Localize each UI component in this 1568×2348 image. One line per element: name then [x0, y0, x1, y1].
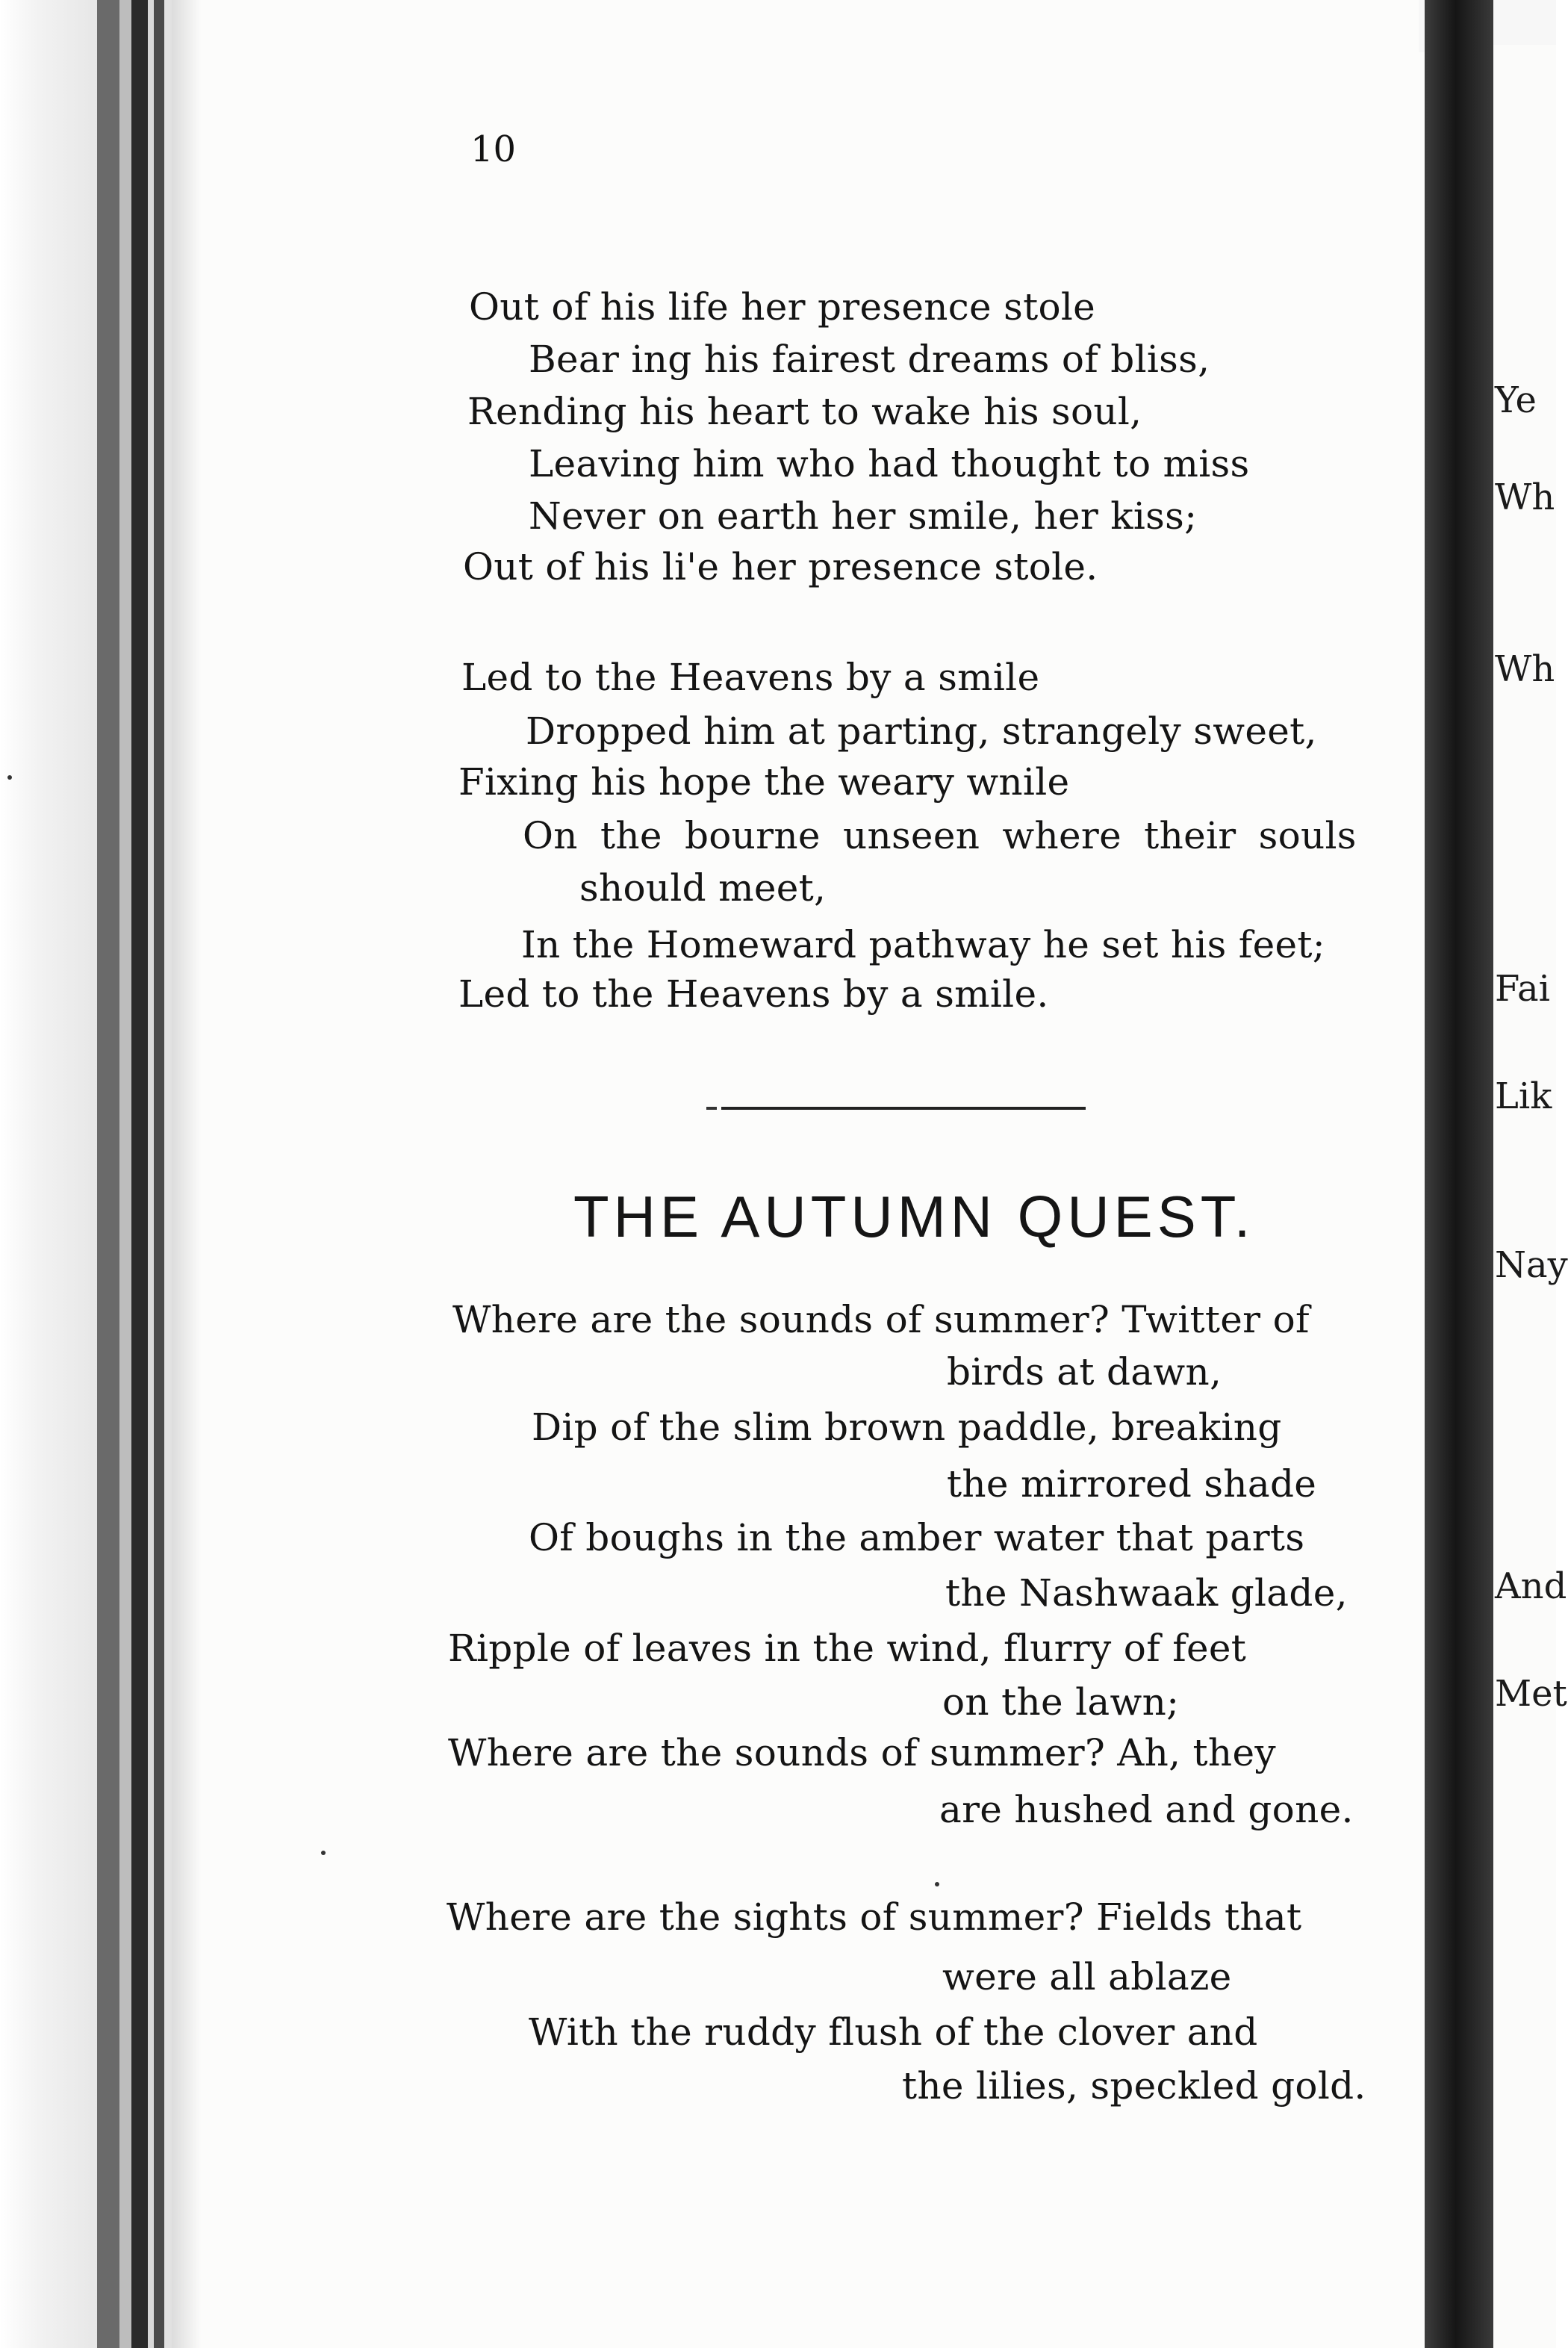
poem-line: were all ablaze [942, 1955, 1232, 1998]
binding-edge-band [119, 0, 131, 2348]
scan-speck [321, 1851, 326, 1855]
poem-line: With the ruddy flush of the clover and [529, 2010, 1258, 2054]
facing-page-fragment: And [1495, 1565, 1567, 1607]
facing-page-fragment: Met [1495, 1673, 1567, 1715]
facing-page-fragment: Lik [1495, 1075, 1552, 1117]
facing-page-fragment: Wh [1495, 648, 1555, 690]
poem-line: are hushed and gone. [939, 1788, 1354, 1831]
poem-line: Leaving him who had thought to miss [529, 442, 1250, 485]
poem-line: the lilies, speckled gold. [902, 2064, 1366, 2108]
poem-line: On the bourne unseen where their souls [523, 814, 1357, 857]
binding-edge-band [154, 0, 164, 2348]
facing-page-fragment: Ye [1495, 379, 1537, 421]
poem-line: Dip of the slim brown paddle, breaking [532, 1406, 1282, 1449]
page-number: 10 [470, 128, 517, 170]
facing-page-fragment: Wh [1495, 476, 1555, 518]
scan-speck [7, 775, 12, 780]
poem-line: Of boughs in the amber water that parts [529, 1516, 1305, 1559]
page-shadow [172, 0, 202, 2348]
poem-line: Led to the Heavens by a smile. [458, 972, 1049, 1016]
divider-stub [706, 1107, 717, 1110]
poem-line: Where are the sounds of summer? Ah, they [448, 1731, 1276, 1774]
poem-line: Dropped him at parting, strangely sweet, [526, 709, 1317, 753]
poem-line: Ripple of leaves in the wind, flurry of feet [448, 1627, 1247, 1670]
poem-line: the mirrored shade [947, 1462, 1317, 1506]
poem-line: Bear ing his fairest dreams of bliss, [529, 338, 1210, 381]
binding-edge-band [97, 0, 119, 2348]
poem-line: Out of his life her presence stole [469, 285, 1096, 329]
binding-edge [0, 0, 97, 2348]
poem-title: THE AUTUMN QUEST. [573, 1184, 1255, 1249]
binding-edge-band [148, 0, 154, 2348]
poem-line: Never on earth her smile, her kiss; [529, 494, 1198, 538]
poem-line: Where are the sights of summer? Fields that [447, 1895, 1302, 1939]
facing-page-fragment: Fai [1495, 968, 1551, 1010]
poem-line: Fixing his hope the weary wnile [458, 760, 1070, 804]
binding-edge-band [131, 0, 148, 2348]
poem-line: In the Homeward pathway he set his feet; [521, 923, 1325, 966]
poem-line: should meet, [579, 866, 827, 910]
facing-page [1493, 45, 1568, 2348]
facing-page-fragment: Nay [1495, 1244, 1568, 1286]
scan-speck [935, 1882, 939, 1886]
section-divider [721, 1107, 1086, 1110]
poem-line: on the lawn; [942, 1680, 1180, 1724]
book-gutter [1425, 0, 1493, 2348]
poem-line: Where are the sounds of summer? Twitter of [452, 1298, 1310, 1341]
poem-line: Rending his heart to wake his soul, [467, 390, 1142, 433]
poem-line: birds at dawn, [947, 1350, 1222, 1394]
poem-line: Led to the Heavens by a smile [461, 656, 1040, 699]
binding-edge-band [164, 0, 172, 2348]
poem-line: the Nashwaak glade, [945, 1571, 1348, 1615]
poem-line: Out of his li'e her presence stole. [463, 545, 1098, 588]
